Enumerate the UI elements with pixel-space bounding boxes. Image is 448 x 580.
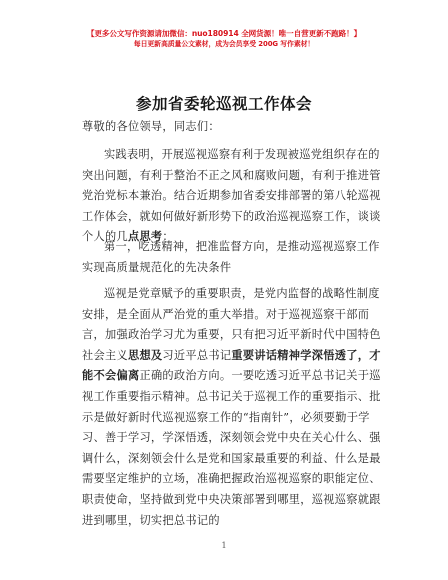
greeting: 尊敬的各位领导，同志们： xyxy=(82,120,220,133)
paragraph-3 xyxy=(82,284,382,531)
paragraph-1-end: ： xyxy=(162,230,174,244)
paragraph-1-bold: 点思考 xyxy=(127,230,163,244)
paragraph-3-text-c: 正确的政治方向。一要吃透习近平总书记关于巡视工作重要指示精神。总书记关于巡视工作的重要指示、批示是做好新时代巡视巡察工作的“指南针”，必须要勤于学习、善于学习，学深悟透，深刻领会党中央在关心什么、强调什么，深刻领会什么是党和国家最重要的利益、什么是最需要坚定维护的立场，准确把握政治巡视巡察的职能定位、职责使命，坚持做到党中央决策部署到哪里，巡视巡察就跟进到哪里，切实把总书记的 xyxy=(82,369,381,527)
promo-banner-line2: 每日更新高质量公文素材，成为会员享受 200G 写作素材！ xyxy=(133,40,315,48)
paragraph-3-text-b: 习近平总书记 xyxy=(162,348,232,362)
paragraph-2-text: 第一，吃透精神，把准监督方向，是推动巡视巡察工作实现高质量规范化的先决条件 xyxy=(82,240,380,274)
paragraph-3-bold-1: 思想及 xyxy=(127,348,163,362)
page-number: 1 xyxy=(221,541,227,550)
paragraph-3-text-a: 巡视是党章赋予的重要职责，是党内监督的战略性制度安排，是全面从严治党的重大举措。对于巡视巡察干部而言，加强政治学习尤为重要，只有把习近平新时代中国特色社会主义 xyxy=(82,287,381,362)
paragraph-2 xyxy=(82,237,382,278)
promo-banner-line1: 【更多公文写作资源请加微信：nuo180914 全网货源！唯一自营更新不跑路！】 xyxy=(86,29,362,38)
document-title: 参加省委轮巡视工作体会 xyxy=(135,95,312,113)
paragraph-3-bold-2: 重要讲话精神学深悟透了，才能不会偏离 xyxy=(82,348,381,383)
paragraph-1 xyxy=(82,145,382,248)
promo-banner xyxy=(0,28,448,49)
paragraph-1-text: 实践表明，开展巡视巡察有利于发现被巡党组织存在的突出问题，有利于整治不正之风和腐败问题，有利于推进管党治党标本兼治。结合近期参加省委安排部署的第八轮巡视工作体会，就如何做好新形势下的政治巡视巡察工作，谈谈个人的几 xyxy=(82,148,381,244)
